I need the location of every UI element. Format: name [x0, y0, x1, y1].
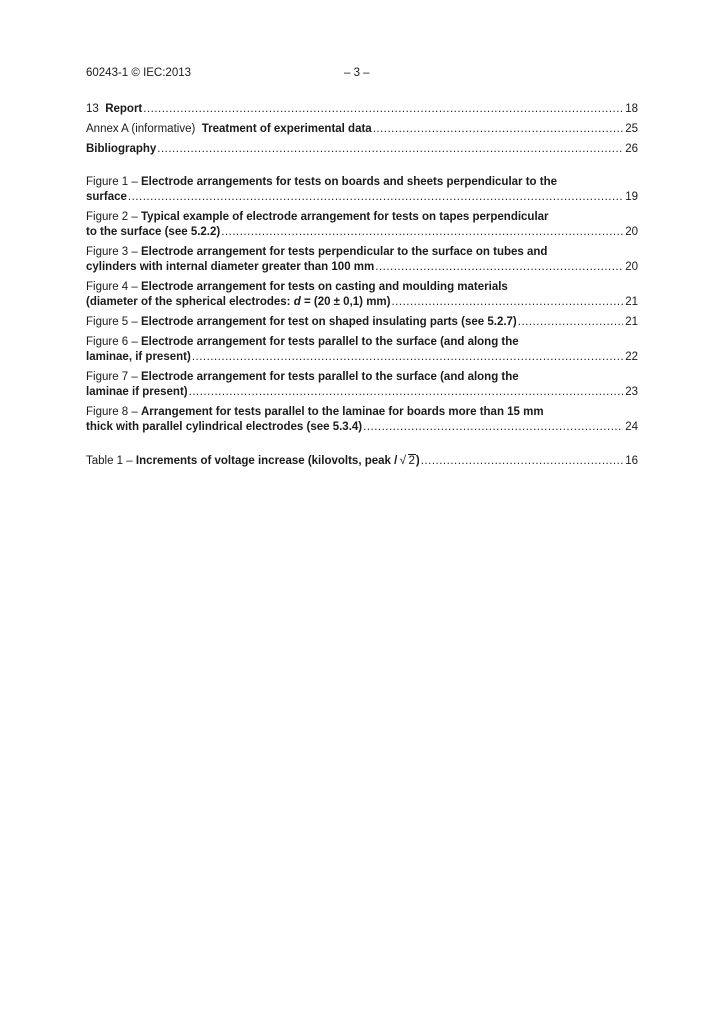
page-header: [86, 67, 638, 83]
figure-label: Figure 3: [86, 246, 129, 258]
spacer: [86, 162, 638, 175]
toc-page: 26: [625, 143, 638, 155]
toc-entry-figure-3[interactable]: Figure 3 – Electrode arrangement for tests perpendicular to the surface on tubes and cylinders with internal diameter greater than 100 mm ..... 20: [86, 245, 638, 275]
toc-title: Bibliography: [86, 143, 157, 155]
figure-title: Arrangement for tests parallel to the laminae for boards more than 15 mm: [141, 406, 544, 418]
figure-label: Figure 2: [86, 211, 129, 223]
figure-label: Figure 6: [86, 336, 129, 348]
toc-page: 21: [625, 296, 638, 308]
figure-title: Electrode arrangement for tests on casting and moulding materials: [141, 281, 508, 293]
figure-label: Figure 5: [86, 316, 129, 328]
figure-label: Figure 4: [86, 281, 129, 293]
figure-title-cont: thick with parallel cylindrical electrodes (see 5.3.4): [86, 421, 363, 433]
figure-title: Electrode arrangement for test on shaped insulating parts (see 5.2.7): [141, 316, 517, 328]
toc-page: 20: [625, 261, 638, 273]
figure-title-cont: laminae if present): [86, 386, 188, 398]
toc-entry-figure-4[interactable]: Figure 4 – Electrode arrangement for tests on casting and moulding materials (diameter of the spherical electrodes: d = (20 ± 0,1) mm) ..... 21: [86, 280, 638, 310]
spacer: [86, 440, 638, 454]
dot-leader: [128, 190, 623, 205]
toc-page: 21: [625, 316, 638, 328]
figure-title-cont: cylinders with internal diameter greater than 100 mm: [86, 261, 375, 273]
toc-entry-bibliography[interactable]: [86, 142, 638, 157]
toc-page: 25: [625, 123, 638, 135]
toc-title: Treatment of experimental data: [201, 123, 372, 135]
toc-entry-table-1[interactable]: Table 1 – Increments of voltage increase (kilovolts, peak / √ 2) ..... 16: [86, 454, 638, 469]
dot-leader: [391, 295, 623, 310]
table-title: Increments of voltage increase (kilovolts, peak /: [135, 455, 398, 467]
figure-title-cont: to the surface (see 5.2.2): [86, 226, 221, 238]
toc-entry-report[interactable]: [86, 102, 638, 117]
toc-page: 16: [625, 455, 638, 467]
toc-entry-annex-a[interactable]: [86, 122, 638, 137]
toc-entry-figure-2[interactable]: Figure 2 – Typical example of electrode arrangement for tests on tapes perpendicular to the surface (see 5.2.2) ..... 20: [86, 210, 638, 240]
toc-title: Report: [105, 103, 143, 115]
figure-label: Figure 8: [86, 406, 129, 418]
page-number: – 3 –: [344, 67, 370, 79]
toc-page: 20: [625, 226, 638, 238]
figure-title: Electrode arrangement for tests parallel to the surface (and along the: [141, 371, 519, 383]
toc-page: 24: [625, 421, 638, 433]
figure-title: Electrode arrangement for tests parallel to the surface (and along the: [141, 336, 519, 348]
figure-title: Electrode arrangements for tests on boards and sheets perpendicular to the: [141, 176, 558, 188]
figure-title: Typical example of electrode arrangement for tests on tapes perpendicular: [141, 211, 549, 223]
document-id: 60243-1 © IEC:2013: [86, 67, 192, 79]
figure-title: Electrode arrangement for tests perpendicular to the surface on tubes and: [141, 246, 548, 258]
dot-leader: [157, 142, 623, 157]
table-of-contents: [86, 102, 638, 474]
figure-label: Figure 1: [86, 176, 129, 188]
dot-leader: [373, 122, 623, 137]
toc-page: 23: [625, 386, 638, 398]
figure-title-cont: surface: [86, 191, 127, 203]
toc-entry-figure-8[interactable]: Figure 8 – Arrangement for tests parallel to the laminae for boards more than 15 mm thick with parallel cylindrical electrodes (see 5.3.4) ..... 24: [86, 405, 638, 435]
dot-leader: [221, 225, 623, 240]
dot-leader: [421, 454, 623, 469]
toc-page: 18: [625, 103, 638, 115]
table-label: Table 1: [86, 455, 124, 467]
variable-d: d: [293, 296, 301, 308]
dot-leader: [143, 102, 623, 117]
dot-leader: [192, 350, 623, 365]
toc-prefix: Annex A (informative): [86, 123, 196, 135]
toc-page: 19: [625, 191, 638, 203]
toc-entry-figure-1[interactable]: Figure 1 – Electrode arrangements for tests on boards and sheets perpendicular to the surface ..... 19: [86, 175, 638, 205]
toc-entry-figure-7[interactable]: Figure 7 – Electrode arrangement for tests parallel to the surface (and along the laminae if present) ..... 23: [86, 370, 638, 400]
toc-entry-figure-6[interactable]: Figure 6 – Electrode arrangement for tests parallel to the surface (and along the laminae, if present) ..... 22: [86, 335, 638, 365]
figure-title-cont: laminae, if present): [86, 351, 191, 363]
toc-number: 13: [86, 103, 99, 115]
dot-leader: [189, 385, 623, 400]
dot-leader: [518, 315, 623, 330]
dot-leader: [363, 420, 623, 435]
figure-label: Figure 7: [86, 371, 129, 383]
toc-page: 22: [625, 351, 638, 363]
toc-entry-figure-5[interactable]: Figure 5 – Electrode arrangement for test on shaped insulating parts (see 5.2.7) ..... 21: [86, 315, 638, 330]
dot-leader: [375, 260, 623, 275]
square-root-symbol: √ 2: [401, 454, 416, 469]
figure-title-cont: (diameter of the spherical electrodes:: [86, 296, 291, 308]
figure-title-formula: = (20 ± 0,1) mm): [303, 296, 391, 308]
